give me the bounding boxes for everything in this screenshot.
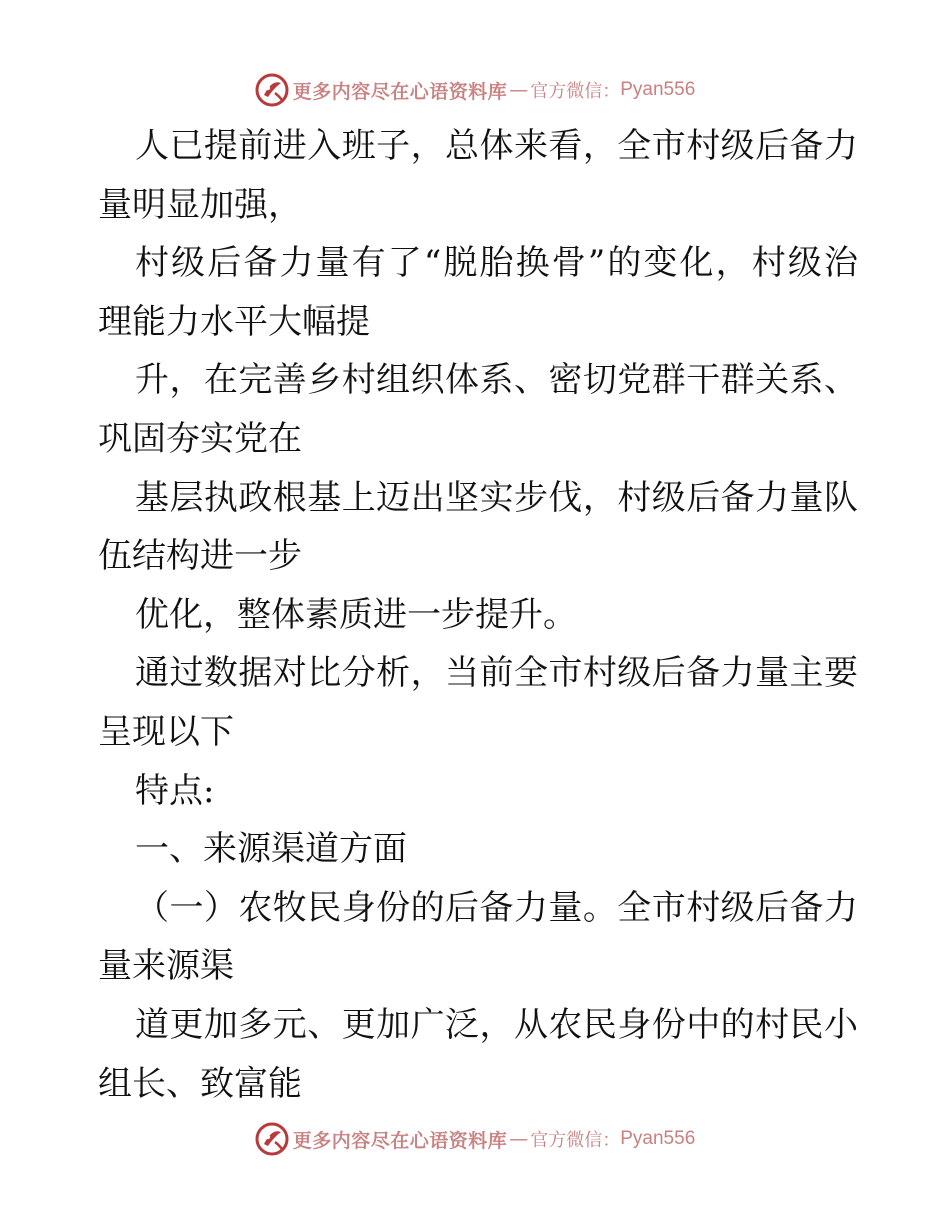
footer-dash: —	[509, 1128, 529, 1150]
text-line: 组长、致富能	[98, 1063, 302, 1104]
text-line: 特点:	[135, 770, 215, 811]
text-line: 村级后备力量有了“脱胎换骨”的变化，村级治	[135, 243, 858, 284]
text-line: 升，在完善乡村组织体系、密切党群干群关系、	[135, 360, 858, 401]
section-heading: 一、来源渠道方面	[135, 829, 407, 870]
footer-wechat-label: 官方微信：	[530, 1130, 621, 1151]
page-header-banner	[0, 70, 950, 110]
footer-text: 更多内容尽在心语资料库	[292, 1129, 508, 1152]
text-line: 量明显加强，	[98, 184, 302, 225]
text-line: （一）农牧民身份的后备力量。全市村级后备力	[135, 887, 858, 928]
page-footer-banner	[0, 1119, 950, 1159]
text-line: 呈现以下	[98, 711, 234, 752]
header-dash: —	[509, 79, 529, 101]
header-text: 更多内容尽在心语资料库	[292, 80, 508, 103]
text-line: 巩固夯实党在	[98, 418, 302, 459]
header-wechat-id: Pyan556	[620, 79, 696, 100]
header-wechat-label: 官方微信：	[530, 81, 621, 102]
text-line: 道更加多元、更加广泛，从农民身份中的村民小	[135, 1004, 858, 1045]
text-line: 人已提前进入班子，总体来看，全市村级后备力	[135, 126, 858, 166]
footer-wechat-id: Pyan556	[620, 1128, 696, 1149]
wechat-logo-icon	[255, 1122, 289, 1156]
wechat-logo-icon	[255, 73, 289, 107]
text-line: 通过数据对比分析，当前全市村级后备力量主要	[135, 653, 858, 694]
body-text	[98, 117, 858, 1113]
text-line: 优化，整体素质进一步提升。	[135, 594, 577, 635]
text-line: 量来源渠	[98, 946, 234, 987]
text-line: 基层执政根基上迈出坚实步伐，村级后备力量队	[135, 477, 858, 518]
text-line: 理能力水平大幅提	[98, 301, 370, 342]
text-line: 伍结构进一步	[98, 536, 302, 577]
